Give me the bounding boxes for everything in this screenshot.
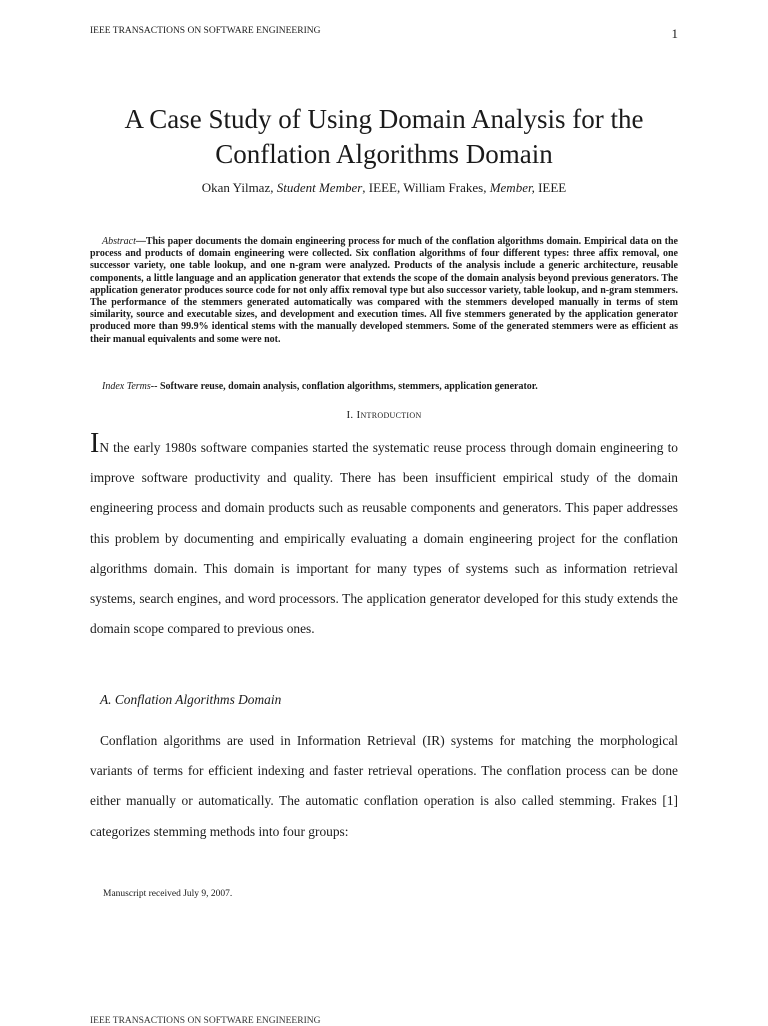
author-1-role: Student Member — [276, 180, 363, 195]
page-number: 1 — [671, 26, 678, 41]
subsection-heading-conflation: A. Conflation Algorithms Domain — [100, 692, 282, 707]
abstract-lead: Abstract — [102, 236, 136, 247]
author-2: , IEEE, William Frakes, — [362, 180, 490, 195]
abstract — [90, 236, 678, 346]
abstract-body: —This paper documents the domain engineering process for much of the conflation algorithms domain. Empirical data on the process and products of domain engineering were collected. Six conflation algorithms of four different types: three affix removal, one successor variety, one table lookup, and one n-gram were analyzed. Products of the analysis include a generic architecture, reusable components, a little language and an application generator that extends the scope of the domain analysis beyond previous generators. The application generator produces source code for not only affix removal type but also successor variety, table lookup, and n-gram stemmers. The performance of the stemmers generated automatically was compared with the stemmers developed manually in terms of stem similarity, source and executable sizes, and development and execution times. All five stemmers generated by the application generator produced more than 99.9% identical stems with the manually developed stemmers. Some of the generated stemmers were as efficient as their manual equivalents and some were not. — [90, 236, 678, 345]
footnote: Manuscript received July 9, 2007. — [103, 889, 233, 899]
next-page-header: IEEE TRANSACTIONS ON SOFTWARE ENGINEERING — [90, 1016, 321, 1026]
paper-title — [60, 102, 708, 172]
index-terms — [90, 381, 678, 392]
conflation-paragraph: Conflation algorithms are used in Information Retrieval (IR) systems for matching the morphological variants of terms for efficient indexing and faster retrieval operations. The conflation process can be done either manually or automatically. The automatic conflation operation is also called stemming. Frakes [1] categorizes stemming methods into four groups: — [90, 733, 678, 839]
title-line-1: A Case Study of Using Domain Analysis for the — [124, 104, 644, 134]
running-header: IEEE TRANSACTIONS ON SOFTWARE ENGINEERING — [90, 26, 321, 36]
drop-cap: I — [90, 428, 100, 459]
author-1: Okan Yilmaz, — [201, 180, 277, 195]
introduction-paragraph — [90, 428, 678, 644]
index-terms-lead: Index Terms — [102, 381, 151, 392]
introduction-text: N the early 1980s software companies started the systematic reuse process through domain engineering to improve software productivity and quality. There has been insufficient empirical study of the domain engineering process and domain products such as reusable components and generators. This paper addresses this problem by documenting and empirically evaluating a domain engineering project for the conflation algorithms domain. This domain is important for many types of systems such as information retrieval systems, search engines, and word processors. The application generator developed for this study extends the domain scope compared to previous ones. — [90, 440, 678, 637]
title-line-2: Conflation Algorithms Domain — [215, 139, 553, 169]
author-2-role: Member, — [489, 180, 535, 195]
section-heading-introduction: I. Introduction — [346, 409, 422, 421]
author-2-org: IEEE — [534, 180, 567, 195]
index-terms-body: -- Software reuse, domain analysis, conflation algorithms, stemmers, application generator. — [150, 381, 538, 392]
author-line — [60, 180, 708, 196]
